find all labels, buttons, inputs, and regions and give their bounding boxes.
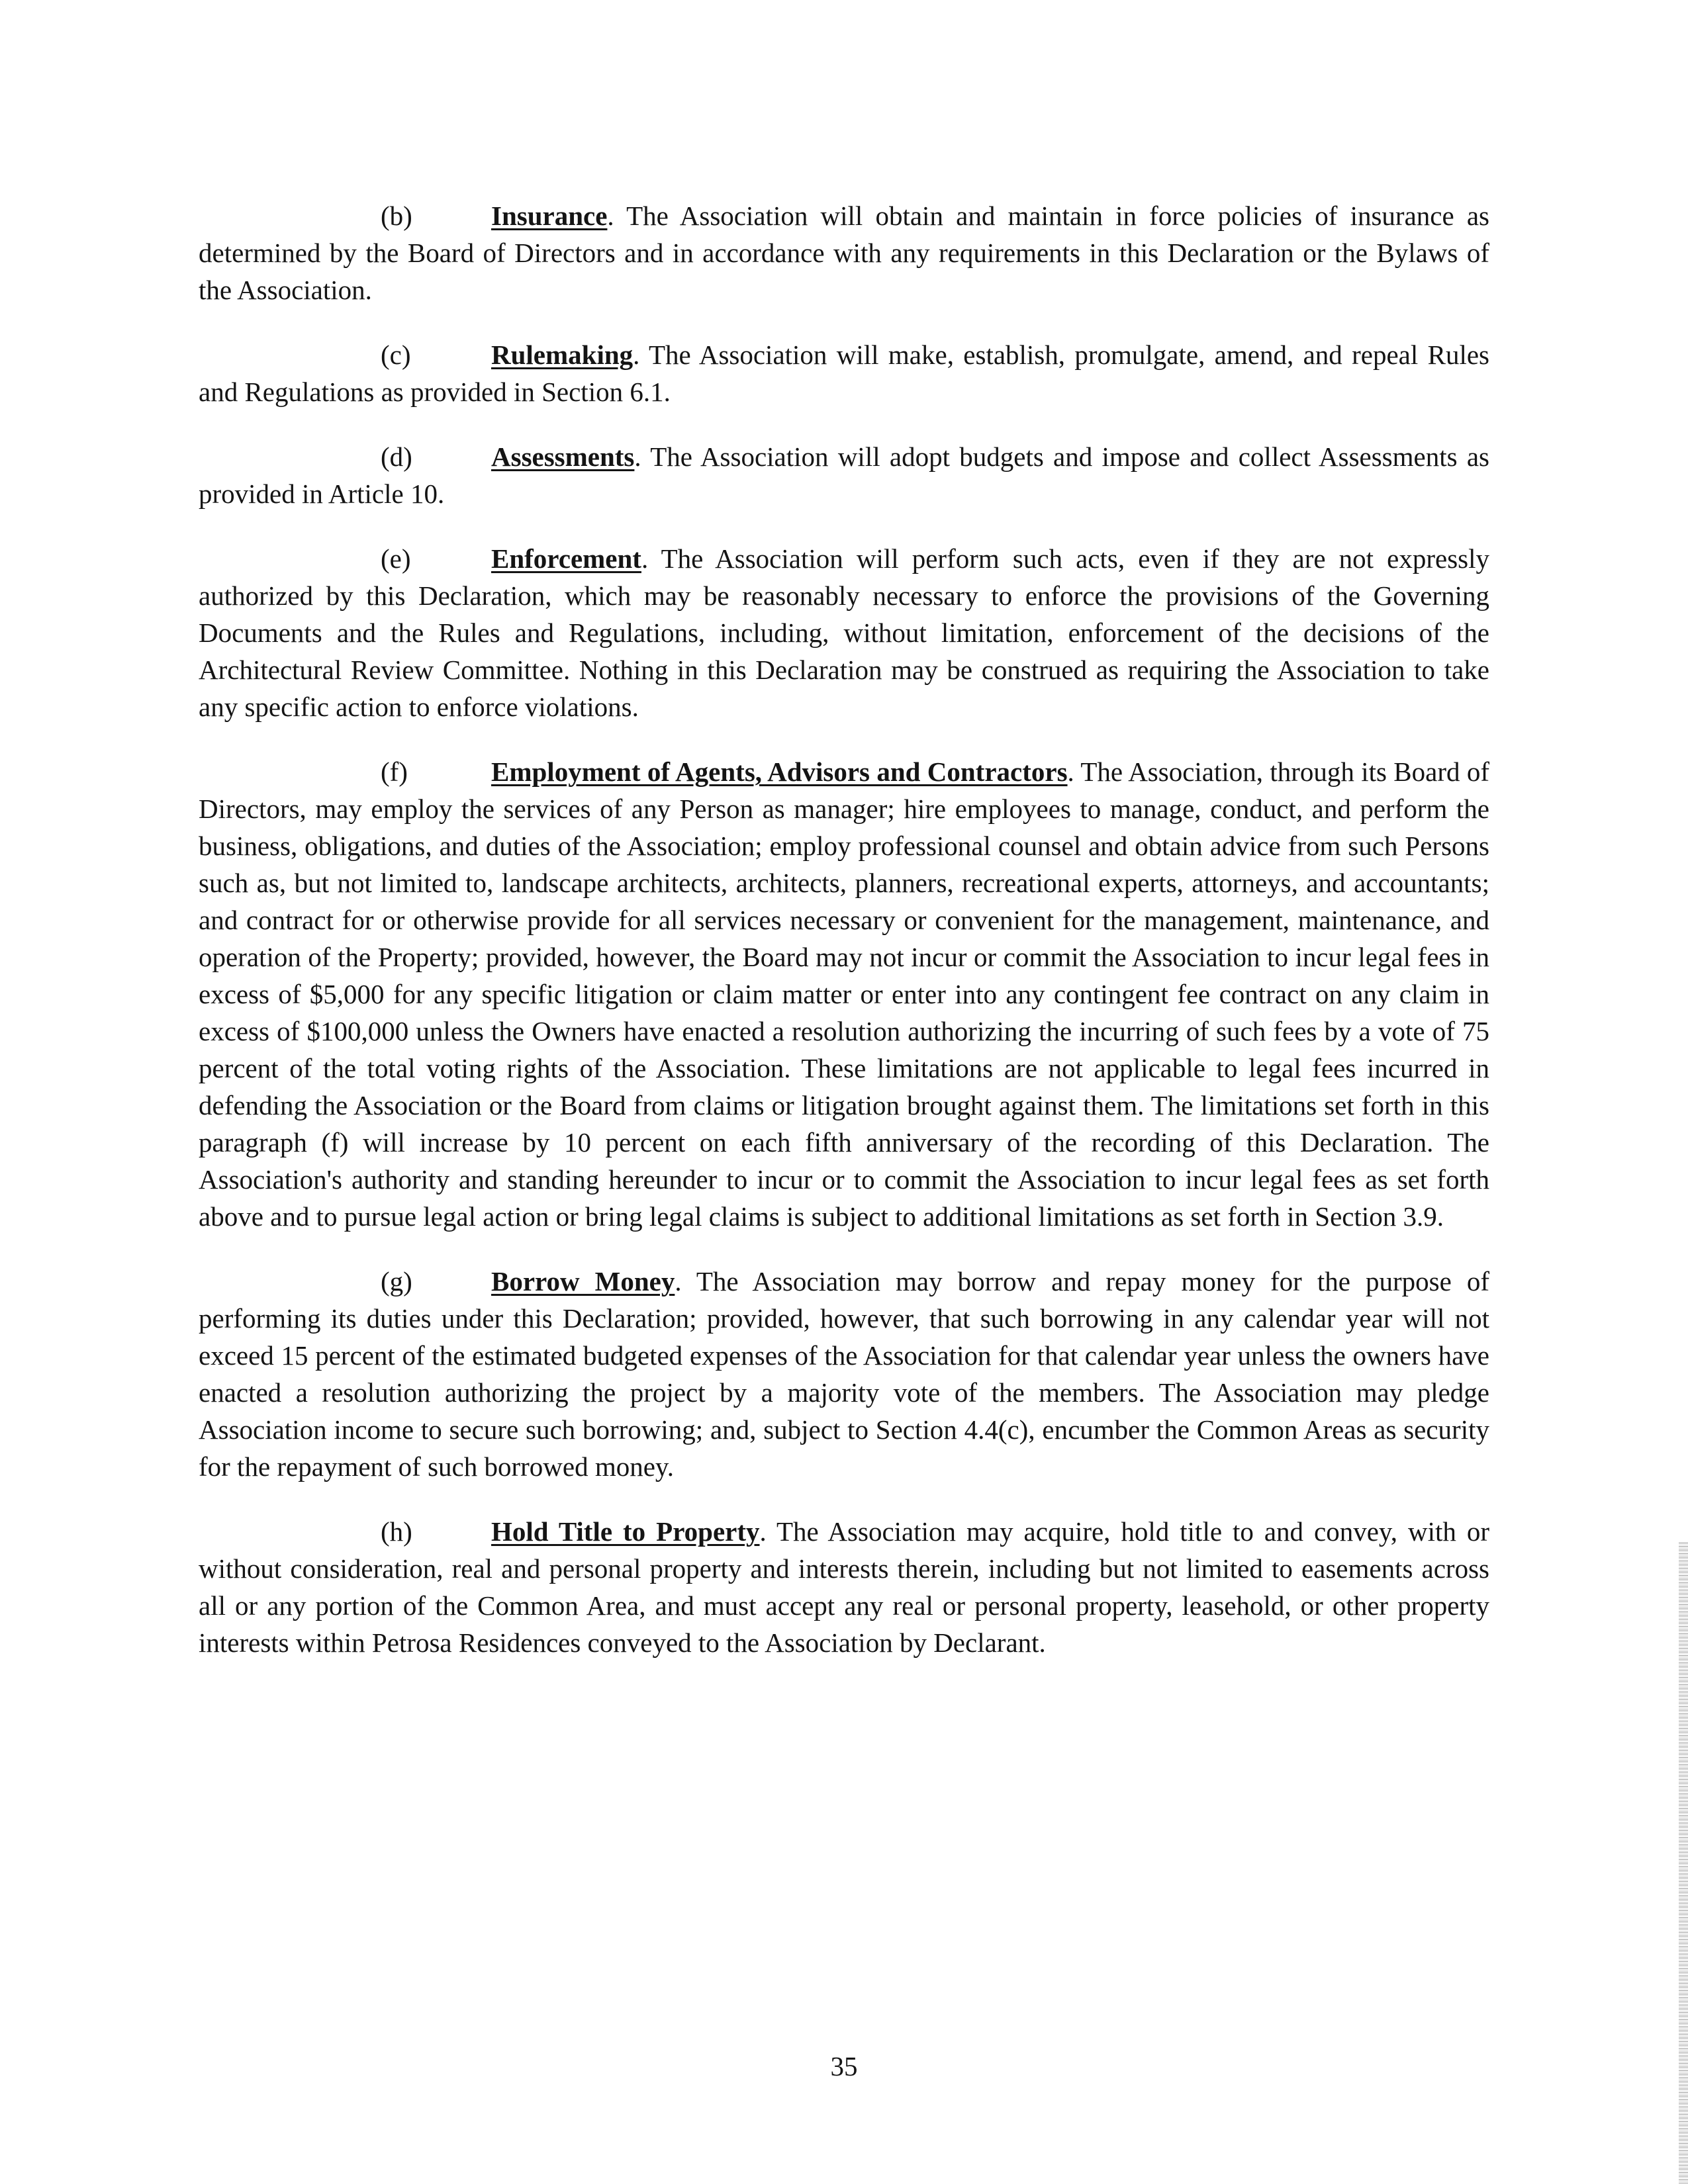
paragraph-rulemaking (199, 336, 1489, 410)
page-number: 35 (830, 2051, 858, 2081)
paragraph-heading: Assessments (491, 441, 635, 472)
paragraph-label: (f) (381, 756, 408, 787)
paragraph-label: (d) (381, 441, 412, 472)
paragraph-employment (199, 753, 1489, 1235)
paragraph-text: . The Association may borrow and repay money for the purpose of performing its duties under this Declaration; provided, however, that such borrowing in any calendar year will not exceed 15 percent of the estimated budgeted expenses of the Association for that calendar year unless the owners have enacted a resolution authorizing the project by a majority vote of the members. The Association may pledge Association income to secure such borrowing; and, subject to Section 4.4(c), encumber the Common Areas as security for the repayment of such borrowed money. (199, 1266, 1489, 1482)
paragraph-text: . The Association will adopt budgets and impose and collect Assessments as provided in Article 10. (199, 441, 1489, 509)
paragraph-heading: Rulemaking (491, 340, 633, 370)
paragraph-heading: Hold Title to Property (491, 1516, 760, 1547)
paragraph-text: . The Association will obtain and maintain in force policies of insurance as determined by the Board of Directors and in accordance with any requirements in this Declaration or the Bylaws of the Association. (199, 201, 1489, 305)
paragraph-hold-title (199, 1513, 1489, 1661)
paragraph-assessments (199, 438, 1489, 512)
paragraph-insurance (199, 197, 1489, 308)
scan-edge-artifact (1679, 1542, 1688, 2184)
paragraph-label: (h) (381, 1516, 412, 1547)
document-body (199, 197, 1489, 1689)
paragraph-label: (c) (381, 340, 411, 370)
paragraph-text: . The Association will perform such acts, even if they are not expressly authorized by this Declaration, which may be reasonably necessary to enforce the provisions of the Governing Documents and the Rules and Regulations, including, without limitation, enforcement of the decisions of the Architectural Review Committee. Nothing in this Declaration may be construed as requiring the Association to take any specific action to enforce violations. (199, 543, 1489, 722)
paragraph-label: (g) (381, 1266, 412, 1297)
paragraph-label: (b) (381, 201, 412, 231)
paragraph-heading: Insurance (491, 201, 608, 231)
paragraph-heading: Employment of Agents, Advisors and Contractors (491, 756, 1068, 787)
paragraph-borrow-money (199, 1263, 1489, 1485)
paragraph-heading: Enforcement (491, 543, 641, 574)
paragraph-text: . The Association, through its Board of Directors, may employ the services of any Person as manager; hire employees to manage, conduct, and perform the business, obligations, and duties of the Association; employ professional counsel and obtain advice from such Persons such as, but not limited to, landscape architects, architects, planners, recreational experts, attorneys, and accountants; and contract for or otherwise provide for all services necessary or convenient for the management, maintenance, and operation of the Property; provided, however, the Board may not incur or commit the Association to incur legal fees in excess of $5,000 for any specific litigation or claim matter or enter into any contingent fee contract on any claim in excess of $100,000 unless the Owners have enacted a resolution authorizing the incurring of such fees by a vote of 75 percent of the total voting rights of the Association. These limitations are not applicable to legal fees incurred in defending the Association or the Board from claims or litigation brought against them. The limitations set forth in this paragraph (f) will increase by 10 percent on each fifth anniversary of the recording of this Declaration. The Association's authority and standing hereunder to incur or to commit the Association to incur legal fees as set forth above and to pursue legal action or bring legal claims is subject to additional limitations as set forth in Section 3.9. (199, 756, 1489, 1232)
paragraph-text: . The Association will make, establish, promulgate, amend, and repeal Rules and Regulations as provided in Section 6.1. (199, 340, 1489, 407)
paragraph-label: (e) (381, 543, 411, 574)
paragraph-enforcement (199, 540, 1489, 725)
paragraph-heading: Borrow Money (491, 1266, 675, 1297)
paragraph-text: . The Association may acquire, hold title to and convey, with or without consideration, real and personal property and interests therein, including but not limited to easements across all or any portion of the Common Area, and must accept any real or personal property, leasehold, or other property interests within Petrosa Residences conveyed to the Association by Declarant. (199, 1516, 1489, 1658)
